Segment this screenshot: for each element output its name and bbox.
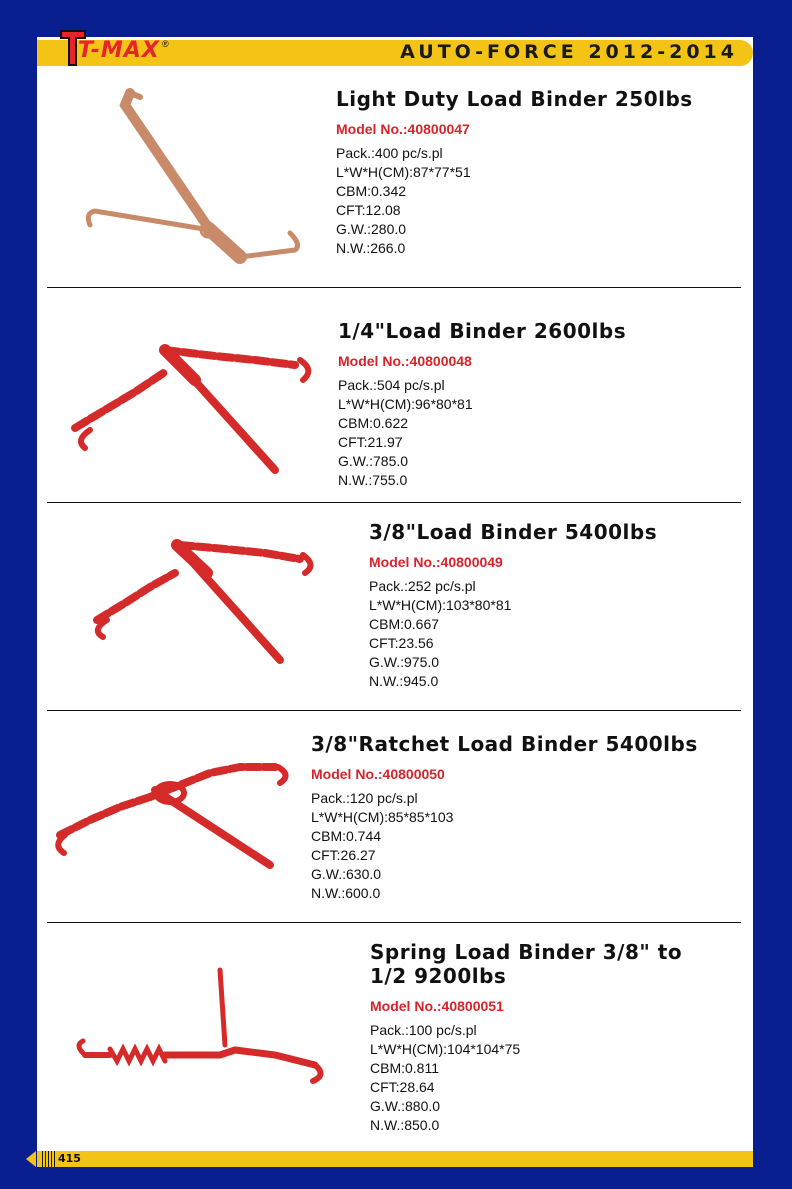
- model-number: Model No.:40800048: [338, 353, 472, 369]
- product-card-4: [311, 732, 698, 903]
- product-title: 3/8"Load Binder 5400lbs: [369, 520, 658, 544]
- spec-dimensions: L*W*H(CM):103*80*81: [369, 597, 512, 613]
- spec-pack: Pack.:252 pc/s.pl: [369, 578, 476, 594]
- spec-net-weight: N.W.:755.0: [338, 472, 408, 488]
- spec-dimensions: L*W*H(CM):85*85*103: [311, 809, 454, 825]
- spec-dimensions: L*W*H(CM):87*77*51: [336, 164, 471, 180]
- spec-cbm: CBM:0.342: [336, 183, 407, 199]
- spec-net-weight: N.W.:945.0: [369, 673, 439, 689]
- spec-cft: CFT:21.97: [338, 434, 403, 450]
- spring-binder-image: [75, 965, 335, 1095]
- product-card-1: [336, 87, 693, 258]
- spec-cbm: CBM:0.667: [369, 616, 440, 632]
- section-divider: [47, 502, 741, 503]
- spec-gross-weight: G.W.:630.0: [311, 866, 382, 882]
- model-number: Model No.:40800051: [370, 998, 504, 1014]
- footer-bar: [37, 1151, 753, 1167]
- spec-cft: CFT:28.64: [370, 1079, 435, 1095]
- spec-gross-weight: G.W.:880.0: [370, 1098, 441, 1114]
- spec-net-weight: N.W.:850.0: [370, 1117, 440, 1133]
- quarter-inch-binder-image: [65, 330, 325, 480]
- spec-cft: CFT:26.27: [311, 847, 376, 863]
- spec-gross-weight: G.W.:975.0: [369, 654, 440, 670]
- product-title-line-2: 1/2 9200lbs: [370, 964, 507, 988]
- spec-dimensions: L*W*H(CM):104*104*75: [370, 1041, 521, 1057]
- spec-net-weight: N.W.:266.0: [336, 240, 406, 256]
- spec-cft: CFT:12.08: [336, 202, 401, 218]
- section-divider: [47, 710, 741, 711]
- three-eighths-binder-image: [85, 535, 315, 675]
- spec-pack: Pack.:504 pc/s.pl: [338, 377, 445, 393]
- product-title: 3/8"Ratchet Load Binder 5400lbs: [311, 732, 698, 756]
- product-title: Light Duty Load Binder 250lbs: [336, 87, 693, 111]
- footer-stripes: [40, 1151, 56, 1167]
- product-card-3: [369, 520, 657, 691]
- spec-cbm: CBM:0.622: [338, 415, 409, 431]
- spec-gross-weight: G.W.:785.0: [338, 453, 409, 469]
- product-title: 1/4"Load Binder 2600lbs: [338, 319, 627, 343]
- catalog-title: AUTO-FORCE 2012-2014: [400, 41, 738, 63]
- spec-pack: Pack.:120 pc/s.pl: [311, 790, 418, 806]
- spec-cbm: CBM:0.811: [370, 1060, 439, 1076]
- page-number: 415: [58, 1152, 81, 1165]
- model-number: Model No.:40800047: [336, 121, 470, 137]
- spec-cbm: CBM:0.744: [311, 828, 382, 844]
- footer-arrow-icon: [26, 1151, 36, 1167]
- product-card-2: [338, 319, 626, 490]
- reg-mark: ®: [162, 39, 169, 49]
- section-divider: [47, 922, 741, 923]
- product-title: Spring Load Binder 3/8" to: [370, 940, 683, 964]
- light-duty-binder-image: [80, 85, 310, 275]
- model-number: Model No.:40800050: [311, 766, 445, 782]
- spec-cft: CFT:23.56: [369, 635, 434, 651]
- section-divider: [47, 287, 741, 288]
- spec-net-weight: N.W.:600.0: [311, 885, 381, 901]
- brand-name: T-MAX: [78, 38, 160, 63]
- product-card-5: [370, 940, 682, 1135]
- spec-pack: Pack.:100 pc/s.pl: [370, 1022, 477, 1038]
- spec-pack: Pack.:400 pc/s.pl: [336, 145, 443, 161]
- ratchet-binder-image: [50, 755, 300, 875]
- spec-gross-weight: G.W.:280.0: [336, 221, 407, 237]
- spec-dimensions: L*W*H(CM):96*80*81: [338, 396, 473, 412]
- model-number: Model No.:40800049: [369, 554, 503, 570]
